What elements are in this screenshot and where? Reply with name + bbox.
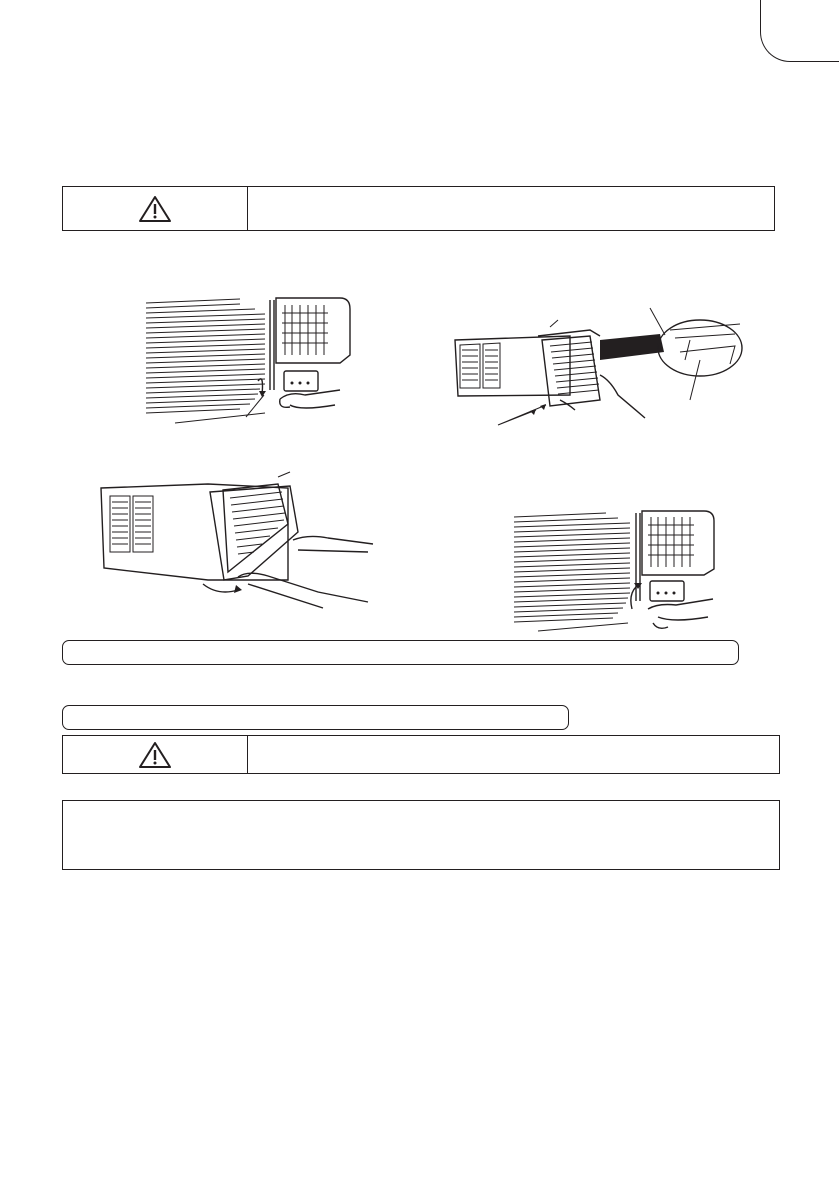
note-box xyxy=(62,800,780,870)
instruction-pill-bottom xyxy=(62,705,569,730)
warning-label-cell xyxy=(63,736,248,773)
figure-grille-unlatch xyxy=(140,295,355,430)
figure-grille-swing-open xyxy=(98,472,378,627)
figure-grille-open-detail xyxy=(450,300,760,430)
warning-triangle-icon xyxy=(138,741,172,769)
warning-box-top xyxy=(62,186,775,231)
page-edge-tab xyxy=(760,0,839,62)
instruction-pill-top xyxy=(62,640,739,665)
figure-grille-close xyxy=(508,505,718,635)
warning-triangle-icon xyxy=(138,195,172,223)
warning-label-cell xyxy=(63,187,248,230)
warning-box-bottom xyxy=(62,735,780,774)
grille-slats xyxy=(146,299,265,413)
